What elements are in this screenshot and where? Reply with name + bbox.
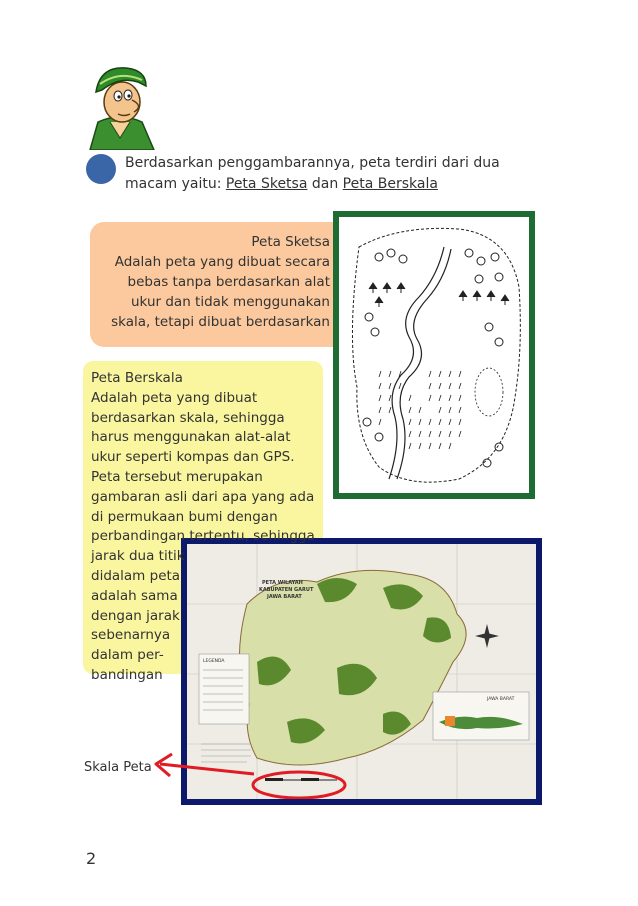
berskala-line: Adalah peta yang dibuat: [91, 389, 258, 406]
map-title-line: PETA WILAYAH: [262, 580, 303, 586]
berskala-line: adalah sama: [91, 587, 178, 604]
scale-label: Skala Peta: [84, 760, 152, 775]
sketsa-line: skala, tetapi dibuat berdasarkan: [111, 314, 330, 330]
berskala-line: harus menggunakan alat-alat: [91, 429, 291, 446]
sketch-map-frame: [333, 211, 535, 499]
berskala-line: berdasarkan skala, sehingga: [91, 409, 285, 426]
berskala-line: jarak dua titik: [91, 548, 185, 565]
sketsa-definition-text: [100, 232, 330, 332]
sketsa-line: bebas tanpa berdasarkan alat: [127, 274, 330, 290]
mascot-illustration: [80, 60, 160, 150]
sketsa-line: ukur dan tidak menggunakan: [131, 294, 330, 310]
berskala-line: didalam peta: [91, 567, 181, 584]
page-number: 2: [86, 849, 97, 868]
sketch-map-illustration: [339, 217, 529, 493]
berskala-line: perbandingan tertentu, sehingga: [91, 528, 315, 545]
berskala-line: Peta Berskala: [91, 370, 183, 386]
peta-berskala-link[interactable]: Peta Berskala: [342, 176, 438, 192]
berskala-line: dengan jarak: [91, 607, 180, 624]
berskala-line: Peta tersebut merupakan: [91, 468, 263, 485]
bullet-dot: [86, 154, 116, 184]
map-title-line: JAWA BARAT: [267, 594, 302, 600]
berskala-line: ukur seperti kompas dan GPS.: [91, 449, 295, 466]
berskala-definition-text: [91, 369, 315, 686]
sketsa-line: Adalah peta yang dibuat secara: [114, 254, 330, 270]
berskala-line: gambaran asli dari apa yang ada: [91, 488, 315, 505]
map-title-line: KABUPATEN GARUT: [259, 587, 314, 593]
map-legend-title: LEGENDA: [203, 659, 225, 664]
berskala-line: dalam per-: [91, 647, 164, 664]
peta-sketsa-link[interactable]: Peta Sketsa: [225, 176, 308, 192]
berskala-line: sebenarnya: [91, 627, 171, 644]
berskala-line: bandingan: [91, 666, 163, 683]
berskala-line: di permukaan bumi dengan: [91, 508, 278, 525]
intro-paragraph: Berdasarkan penggambarannya, peta terdiri dari dua macam yaitu: Peta Sketsa dan Peta Berskala: [125, 155, 500, 192]
map-inset-label: JAWA BARAT: [487, 697, 515, 702]
sketsa-title: Peta Sketsa: [251, 234, 330, 250]
red-arrow-icon: [150, 748, 260, 788]
